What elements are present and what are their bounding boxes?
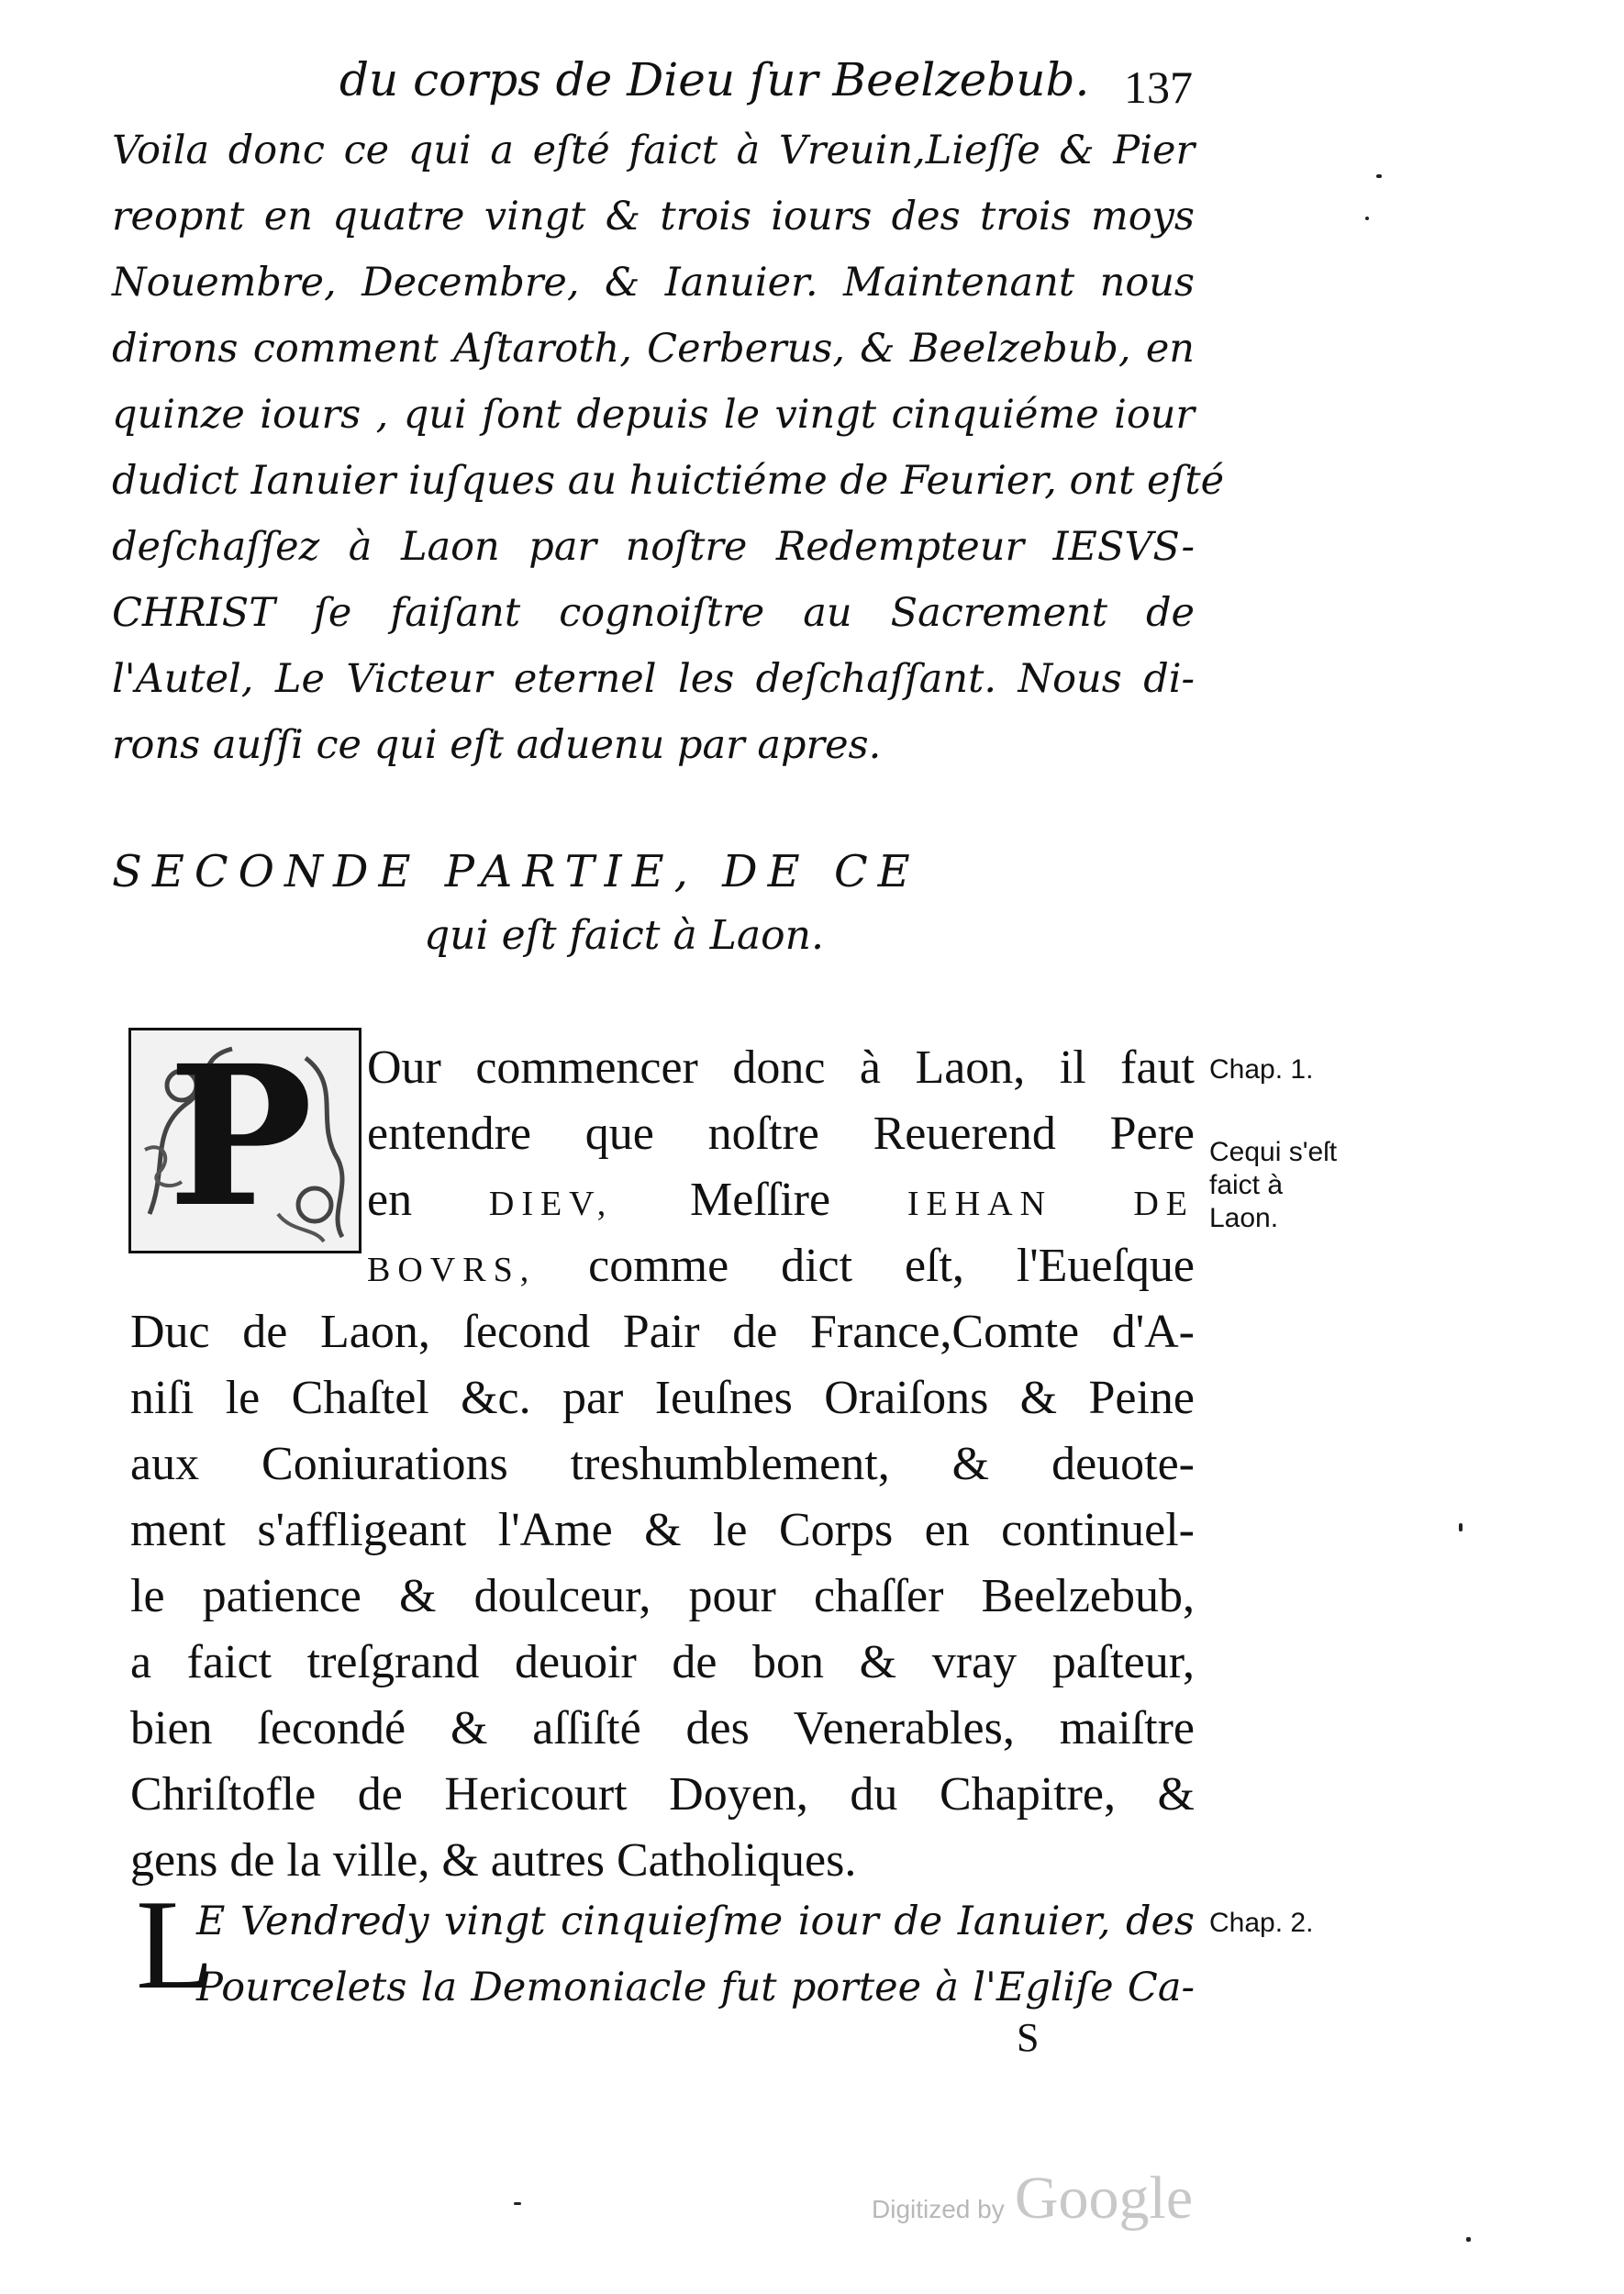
text-line: l'Autel, Le Victeur eternel les deſchaſſant. Nous di-	[112, 656, 1195, 702]
catchword: S	[1017, 2015, 1040, 2060]
text-line: Nouembre, Decembre, & Ianuier. Maintenant nous	[112, 260, 1195, 306]
text-line: quinze iours , qui ſont depuis le vingt cinquiéme iour	[112, 392, 1195, 438]
ink-speck	[1459, 1523, 1463, 1531]
watermark-prefix: Digitized by	[872, 2195, 1005, 2223]
ink-speck	[1365, 217, 1369, 220]
watermark-brand: Google	[1014, 2165, 1194, 2232]
text-line: bien ſecondé & aſſiſté des Venerables, maiſtre	[130, 1702, 1195, 1754]
text-line: CHRIST ſe faiſant cognoiſtre au Sacrement de	[112, 590, 1195, 636]
running-title: du corps de Dieu ſur Beelzebub.	[339, 53, 1090, 106]
margin-note-chap1: Chap. 1.	[1209, 1054, 1314, 1085]
italic-paragraph	[112, 117, 1225, 778]
margin-note-laon-line3: Laon.	[1209, 1203, 1279, 1233]
text-line: ment s'affligeant l'Ame & le Corps en continuel-	[130, 1504, 1195, 1556]
text-line: Duc de Laon, ſecond Pair de France,Comte d'A-	[130, 1306, 1195, 1358]
text-span: en	[367, 1174, 413, 1226]
text-line: rons auſſi ce qui eſt aduenu par apres.	[112, 722, 882, 768]
text-line: Voila donc ce qui a eſté faict à Vreuin,Lieſſe & Pier	[112, 128, 1195, 173]
small-caps-bours: BOVRS,	[367, 1251, 537, 1289]
text-line	[367, 1233, 1195, 1299]
text-span: Meſſire	[690, 1174, 831, 1226]
drop-cap-letter: P	[168, 1023, 313, 1250]
text-line	[367, 1167, 1195, 1233]
ink-speck	[1466, 2237, 1471, 2242]
small-caps-dieu: DIEV,	[488, 1185, 614, 1223]
text-line: entendre que noſtre Reuerend Pere	[367, 1108, 1195, 1160]
text-line: a faict treſgrand deuoir de bon & vray paſteur,	[130, 1636, 1195, 1688]
text-line: aux Coniurations treshumblement, & deuote-	[130, 1438, 1195, 1490]
running-head	[0, 53, 1624, 117]
section-heading-sub: qui eſt faict à Laon.	[424, 912, 824, 959]
initial-letter-l: L	[136, 1874, 215, 2016]
final-paragraph	[112, 1888, 1195, 2021]
page-number: 137	[1124, 61, 1193, 113]
text-line: dudict Ianuier iuſques au huictiéme de Feurier, ont eſté	[112, 458, 1225, 504]
margin-note-laon-line2: faict à	[1209, 1170, 1284, 1200]
margin-note-chap2: Chap. 2.	[1209, 1908, 1314, 1938]
text-line: Chriſtofle de Hericourt Doyen, du Chapitre, &	[130, 1768, 1195, 1821]
text-line: gens de la ville, & autres Catholiques.	[130, 1834, 857, 1887]
roman-paragraph	[130, 1023, 1195, 1894]
margin-note-laon-line1: Cequi s'eſt	[1209, 1137, 1338, 1167]
text-line: E Vendredy vingt cinquieſme iour de Ianuier, des	[196, 1899, 1195, 1944]
text-line: niſi le Chaſtel &c. par Ieuſnes Oraiſons & Peine	[130, 1372, 1195, 1424]
text-line: le patience & doulceur, pour chaſſer Beelzebub,	[130, 1570, 1195, 1622]
text-span: comme dict eſt, l'Eueſque	[588, 1240, 1195, 1292]
ink-speck	[514, 2202, 521, 2205]
section-heading-main: SECONDE PARTIE, DE CE	[112, 846, 920, 897]
text-line: deſchaſſez à Laon par noſtre Redempteur IESVS-	[112, 524, 1195, 570]
digitization-watermark	[872, 2164, 1193, 2233]
text-line: Our commencer donc à Laon, il faut	[367, 1041, 1195, 1094]
section-heading	[112, 840, 1195, 968]
small-caps-iehan: IEHAN DE	[907, 1185, 1195, 1223]
text-line: Pourcelets la Demoniacle fut portee à l'Egliſe Ca-	[196, 1965, 1195, 2010]
text-line: reopnt en quatre vingt & trois iours des trois moys	[112, 194, 1195, 239]
ink-speck	[1376, 174, 1382, 178]
text-line: dirons comment Aſtaroth, Cerberus, & Beelzebub, en	[112, 326, 1195, 372]
